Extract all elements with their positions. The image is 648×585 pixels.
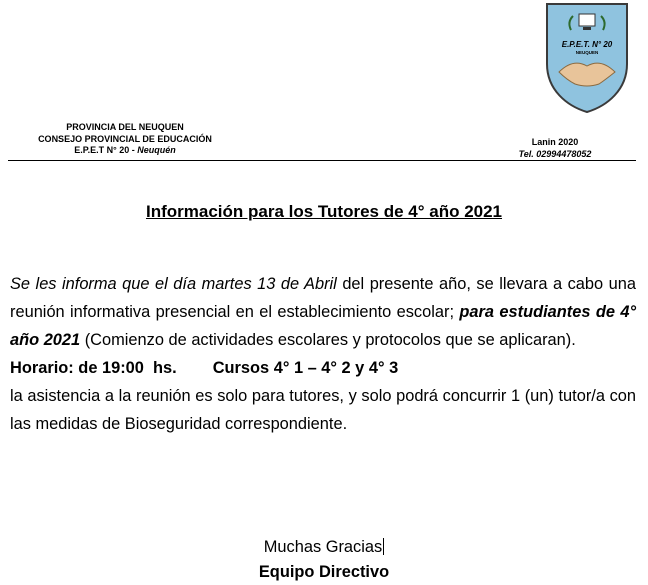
- text-cursor: [383, 538, 384, 555]
- header-contact: [490, 137, 620, 160]
- council-label: CONSEJO PROVINCIAL DE EDUCACIÓN: [38, 133, 212, 144]
- city-label: Neuquén: [137, 145, 176, 155]
- attendance-paragraph: la asistencia a la reunión es solo para tutores, y solo podrá concurrir 1 (un) tutor/a con las medidas de Bioseguridad correspondiente.: [10, 387, 636, 433]
- thanks-line: [0, 535, 648, 560]
- thanks-text: Muchas Gracias: [263, 538, 383, 556]
- separator: -: [129, 145, 138, 155]
- schedule-label: Horario: [10, 359, 69, 377]
- announcement-paragraph: [10, 270, 636, 354]
- school-label: E.P.E.T N° 20: [74, 145, 130, 155]
- schedule-time: : de 19:00 hs.: [68, 359, 177, 377]
- announcement-end: (Comienzo de actividades escolares y protocolos que se aplicaran).: [80, 331, 576, 349]
- logo-city: NEUQUEN: [575, 50, 599, 55]
- header-divider: [8, 160, 636, 161]
- schedule-line: [10, 354, 636, 382]
- signature: Equipo Directivo: [258, 563, 390, 581]
- monitor-icon: [579, 14, 595, 26]
- announcement-text: del presente año, se llevara a cabo una reunión informativa presencial en el establecimiento escolar;: [10, 275, 636, 321]
- announcement-highlight: para estudiantes de 4° año 2021: [10, 303, 636, 349]
- announcement-intro: Se les informa que el día martes 13 de Abril: [10, 275, 337, 293]
- logo-school-name: E.P.E.T. N° 20: [561, 40, 613, 49]
- address-label: Lanin 2020: [531, 137, 579, 147]
- school-shield-logo: [545, 2, 629, 114]
- document-body: [10, 270, 636, 438]
- school-line: [10, 145, 240, 157]
- phone-label: Tel. 02994478052: [518, 148, 592, 159]
- header-institution: [10, 122, 240, 157]
- province-label: PROVINCIA DEL NEUQUEN: [66, 122, 184, 132]
- document-title: Información para los Tutores de 4° año 2021: [145, 202, 503, 221]
- closing-block: [0, 535, 648, 585]
- schedule-courses: Cursos 4° 1 – 4° 2 y 4° 3: [212, 359, 399, 377]
